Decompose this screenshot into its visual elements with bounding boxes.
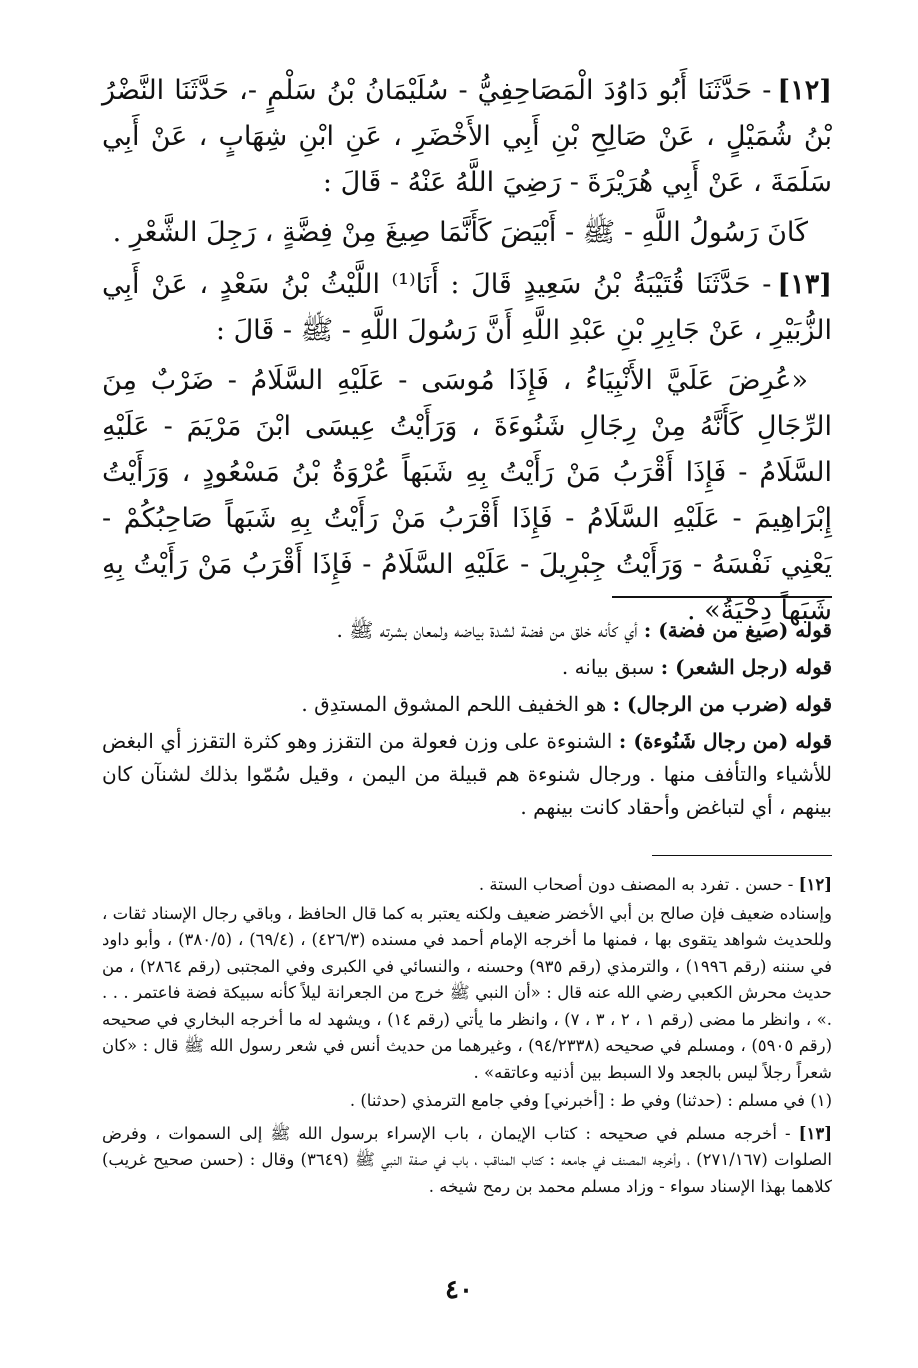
- commentary-item: [102, 614, 832, 647]
- commentary-term: قوله (من رجال شَنُوءة) :: [618, 729, 833, 753]
- hadith-12-text: كَانَ رَسُولُ اللَّهِ - ﷺ - أَبْيَضَ كَأَنَّمَا صِيغَ مِنْ فِضَّةٍ ، رَجِلَ الشَّعْرِ .: [112, 217, 808, 248]
- footnote-text: وإسناده ضعيف فإن صالح بن أبي الأخضر ضعيف ولكنه يعتبر به كما قال الحافظ ، وباقي رجال الإسناد ثقات ، وللحديث شواهد يتقوى بها ، فمنها ما أخرجه الإمام أحمد في مسنده (٤٢٦/٣) ، (٦٩/٤) ، (٣٨٠/٥) ، وأبو داود في سننه (رقم ١٩٩٦) ، والترمذي (رقم ٩٣٥) وحسنه ، والنسائي في الكبرى وفي المجتبى (رقم ٢٨٦٤) ، من حديث محرش الكعبي رضي الله عنه قال : «أن النبي ﷺ خرج من الجعرانة ليلاً كأنه سبيكة فضة فاعتمر . . . .» ، وانظر ما مضى (رقم ١ ، ٢ ، ٣ ، ٧) ، وانظر ما يأتي (رقم ١٤) ، ويشهد له ما أخرجه البخاري في صحيحه (رقم ٥٩٠٥) ، ومسلم في صحيحه (٩٤/٢٣٣٨) ، وغيرهما من حديث أنس في شعر رسول الله ﷺ قال : «كان شعراً رجلاً ليس بالجعد ولا السبط بين أذنيه وعاتقه» .: [102, 903, 833, 1082]
- commentary-text: أي كأنه خلق من فضة لشدة بياضه ولمعان بشرته ﷺ .: [336, 618, 644, 642]
- commentary-item: [102, 651, 832, 684]
- hadith-13-number: [١٣]: [777, 269, 832, 300]
- footnote-12-isnad: [102, 901, 832, 1087]
- footnotes-section: [102, 872, 832, 1202]
- hadith-13-narration: [102, 262, 832, 354]
- commentary-item: [102, 688, 832, 721]
- hadith-13-text: «عُرِضَ عَلَيَّ الأَنْبِيَاءُ ، فَإِذَا مُوسَى - عَلَيْهِ السَّلَامُ - ضَرْبٌ مِنَ الرِّجَالِ كَأَنَّهُ مِنْ رِجَالِ شَنُوءَةَ ، وَرَأَيْتُ عِيسَى ابْنَ مَرْيَمَ - عَلَيْهِ السَّلَامُ - فَإِذَا أَقْرَبُ مَنْ رَأَيْتُ بِهِ شَبَهاً عُرْوَةُ بْنُ مَسْعُودٍ ، وَرَأَيْتُ إِبْرَاهِيمَ - عَلَيْهِ السَّلَامُ - فَإِذَا أَقْرَبُ مَنْ رَأَيْتُ بِهِ شَبَهاً صَاحِبُكُمْ - يَعْنِي نَفْسَهُ - وَرَأَيْتُ جِبْرِيلَ - عَلَيْهِ السَّلَامُ - فَإِذَا أَقْرَبُ مَنْ رَأَيْتُ بِهِ شَبَهاً دِحْيَةُ» .: [102, 365, 832, 626]
- footnote-text: - أخرجه مسلم في صحيحه : كتاب الإيمان ، باب الإسراء برسول الله ﷺ إلى السموات ، وفرض الصلوات (٢٧١/١٦٧) ، وأخرجه المصنف في جامعه : كتاب المناقب ، باب في صفة النبي ﷺ (٣٦٤٩) وقال : (حسن صحيح غريب) كلاهما بهذا الإسناد سواء - وزاد مسلم محمد بن رمح شيخه .: [102, 1123, 833, 1196]
- footnote-text: - حسن . تفرد به المصنف دون أصحاب الستة .: [478, 875, 799, 894]
- footnote-number: [١٢]: [798, 875, 832, 894]
- commentary-term: قوله (ضرب من الرجال) :: [612, 692, 832, 716]
- hadith-12-narration: [102, 68, 832, 206]
- footnote-text: (١) في مسلم : (حدثنا) وفي ط : [أخبرني] وفي جامع الترمذي (حدثنا) .: [349, 1091, 832, 1110]
- commentary-term: قوله (صيغ من فضة) :: [643, 618, 832, 642]
- hadith-section: [102, 62, 832, 638]
- hadith-12-chain: - حَدَّثَنَا أَبُو دَاوُدَ الْمَصَاحِفِيُّ - سُلَيْمَانُ بْنُ سَلْمٍ -، حَدَّثَنَا النَّضْرُ بْنُ شُمَيْلٍ ، عَنْ صَالِحِ بْنِ أَبِي الأَخْضَرِ ، عَنِ ابْنِ شِهَابٍ ، عَنْ أَبِي سَلَمَةَ ، عَنْ أَبِي هُرَيْرَةَ - رَضِيَ اللَّهُ عَنْهُ - قَالَ :: [102, 75, 832, 198]
- commentary-text: سبق بيانه .: [561, 655, 661, 679]
- commentary-text: هو الخفيف اللحم المشوق المستدِق .: [301, 692, 613, 716]
- commentary-divider: [612, 596, 832, 598]
- page-number: ٤٠: [445, 1275, 473, 1305]
- footnote-12-grade: [102, 872, 832, 899]
- commentary-term: قوله (رجل الشعر) :: [660, 655, 832, 679]
- commentary-item: [102, 725, 832, 824]
- footnote-1: [102, 1088, 832, 1115]
- footnote-13: [102, 1121, 832, 1201]
- hadith-12-number: [١٢]: [777, 75, 832, 106]
- footnotes-divider: [652, 855, 832, 856]
- hadith-13-chain: - حَدَّثَنَا قُتَيْبَةُ بْنُ سَعِيدٍ قَالَ : أَنَا⁽¹⁾ اللَّيْثُ بْنُ سَعْدٍ ، عَنْ أَبِي الزُّبَيْرِ ، عَنْ جَابِرِ بْنِ عَبْدِ اللَّهِ أَنَّ رَسُولَ اللَّهِ - ﷺ - قَالَ :: [102, 269, 832, 346]
- commentary-text: الشنوءة على وزن فعولة من التقزز وهو كثرة التقزز أي البغض للأشياء والتأفف منها . ورجال شنوءة هم قبيلة من اليمن ، وقيل سُمّوا بذلك لشنآن كان بينهم ، أي لتباغض وأحقاد كانت بينهم .: [102, 729, 832, 819]
- commentary-section: [102, 614, 832, 828]
- footnote-number: [١٣]: [798, 1123, 832, 1143]
